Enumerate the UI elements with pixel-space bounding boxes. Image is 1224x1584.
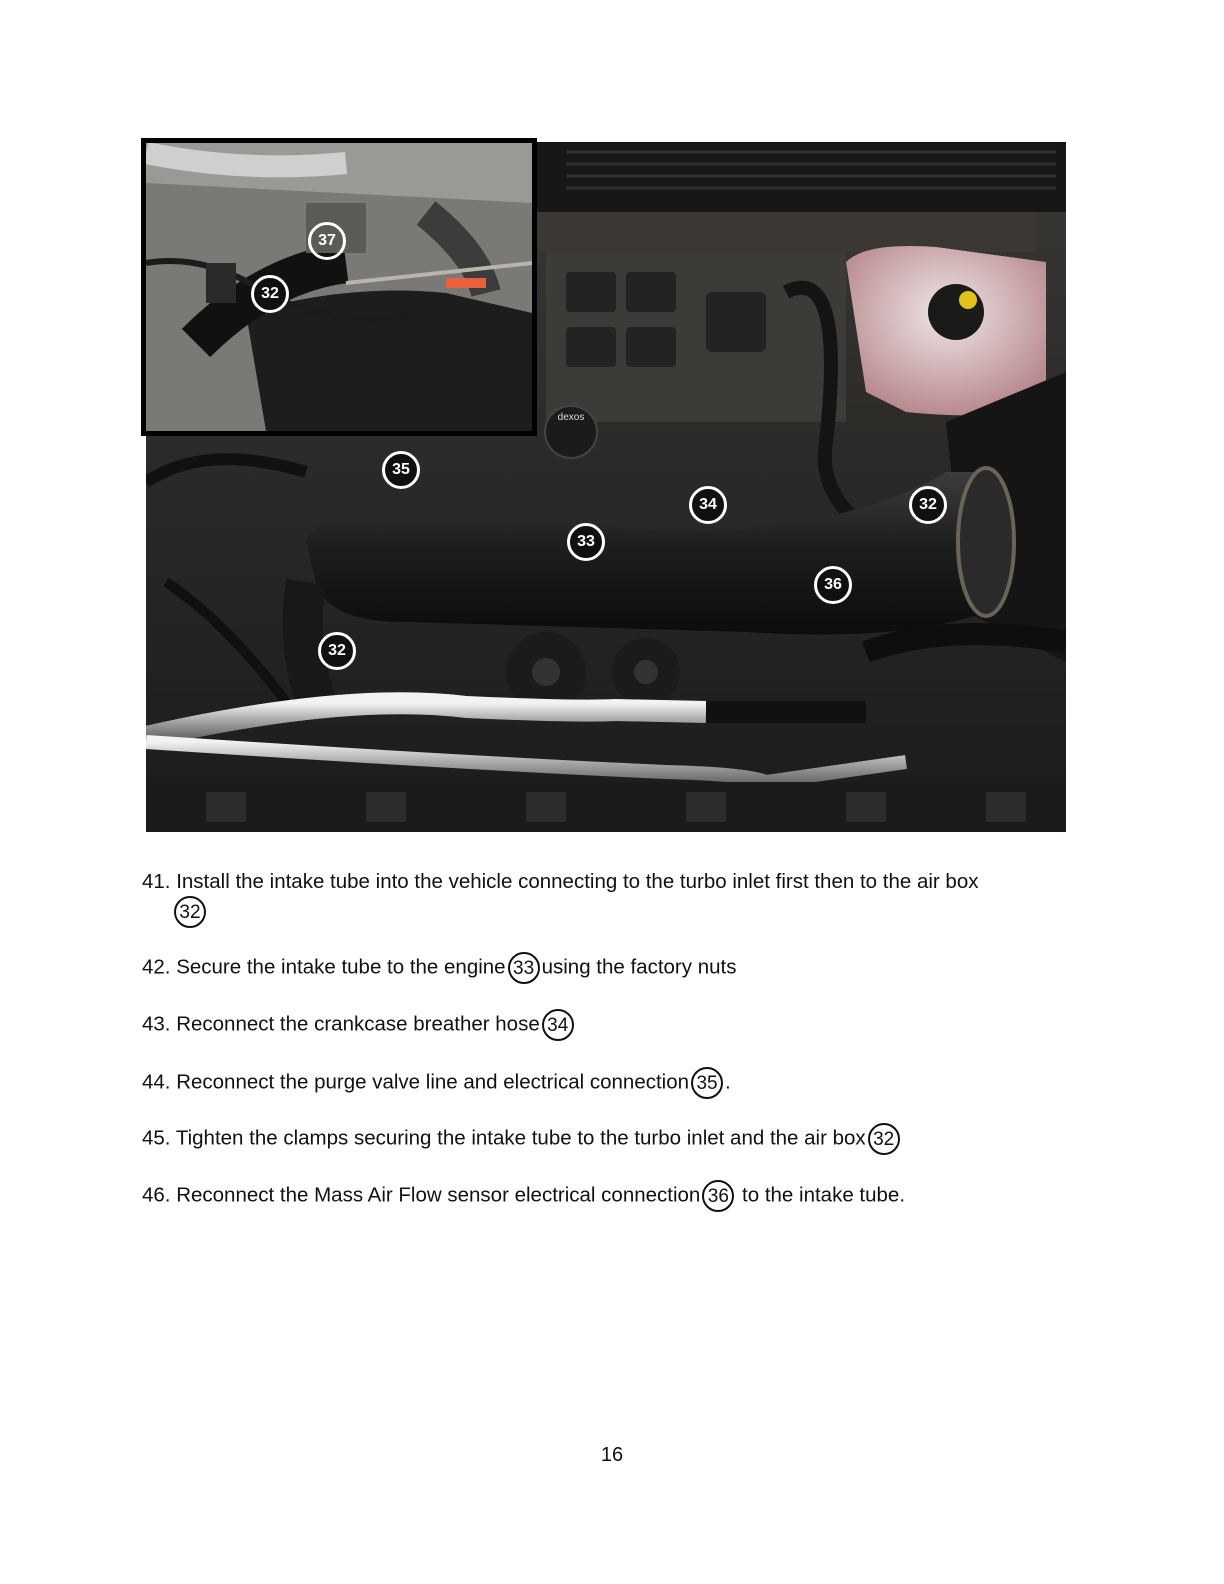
step-text-after: . — [725, 1070, 731, 1094]
callout-32-turbo: 32 — [318, 632, 356, 670]
step-text: Tighten the clamps securing the intake tube to the turbo inlet and the air box — [175, 1126, 866, 1150]
callout-36: 36 — [814, 566, 852, 604]
page-number: 16 — [600, 1444, 624, 1466]
inset-callout-32: 32 — [251, 275, 289, 313]
callout-33: 33 — [567, 523, 605, 561]
step-45 — [142, 1123, 902, 1155]
callout-32-airbox: 32 — [909, 486, 947, 524]
step-number: 42. — [142, 955, 171, 979]
step-text: Install the intake tube into the vehicle connecting to the turbo inlet first then to the air box — [176, 870, 979, 893]
step-number: 41. — [142, 870, 171, 893]
step-text: Reconnect the purge valve line and electrical connection — [176, 1070, 690, 1094]
reference-callout: 35 — [691, 1067, 723, 1099]
step-text: Reconnect the Mass Air Flow sensor electrical connection — [176, 1183, 701, 1207]
inset-illustration — [146, 143, 532, 431]
reference-callout: 34 — [542, 1009, 574, 1041]
step-43 — [142, 1009, 576, 1041]
inset-callout-37: 37 — [308, 222, 346, 260]
step-44 — [142, 1067, 731, 1099]
step-text: Secure the intake tube to the engine — [176, 955, 506, 979]
reference-callout: 36 — [702, 1180, 734, 1212]
oil-cap-label: dexos — [557, 412, 585, 423]
inset-closeup-photo — [141, 138, 537, 436]
step-text-after: using the factory nuts — [541, 955, 737, 979]
step-number: 46. — [142, 1183, 171, 1207]
step-text-after: to the intake tube. — [742, 1183, 906, 1207]
reference-callout: 33 — [508, 952, 540, 984]
reference-callout: 32 — [868, 1123, 900, 1155]
step-41 — [142, 868, 979, 923]
callout-34: 34 — [689, 486, 727, 524]
reference-callout: 32 — [174, 896, 206, 928]
step-42 — [142, 952, 736, 984]
step-46 — [142, 1180, 905, 1212]
callout-35: 35 — [382, 451, 420, 489]
step-number: 43. — [142, 1012, 171, 1036]
step-text: Reconnect the crankcase breather hose — [176, 1012, 540, 1036]
step-wrap-line — [172, 896, 208, 928]
step-number: 45. — [142, 1126, 171, 1150]
step-number: 44. — [142, 1070, 171, 1094]
